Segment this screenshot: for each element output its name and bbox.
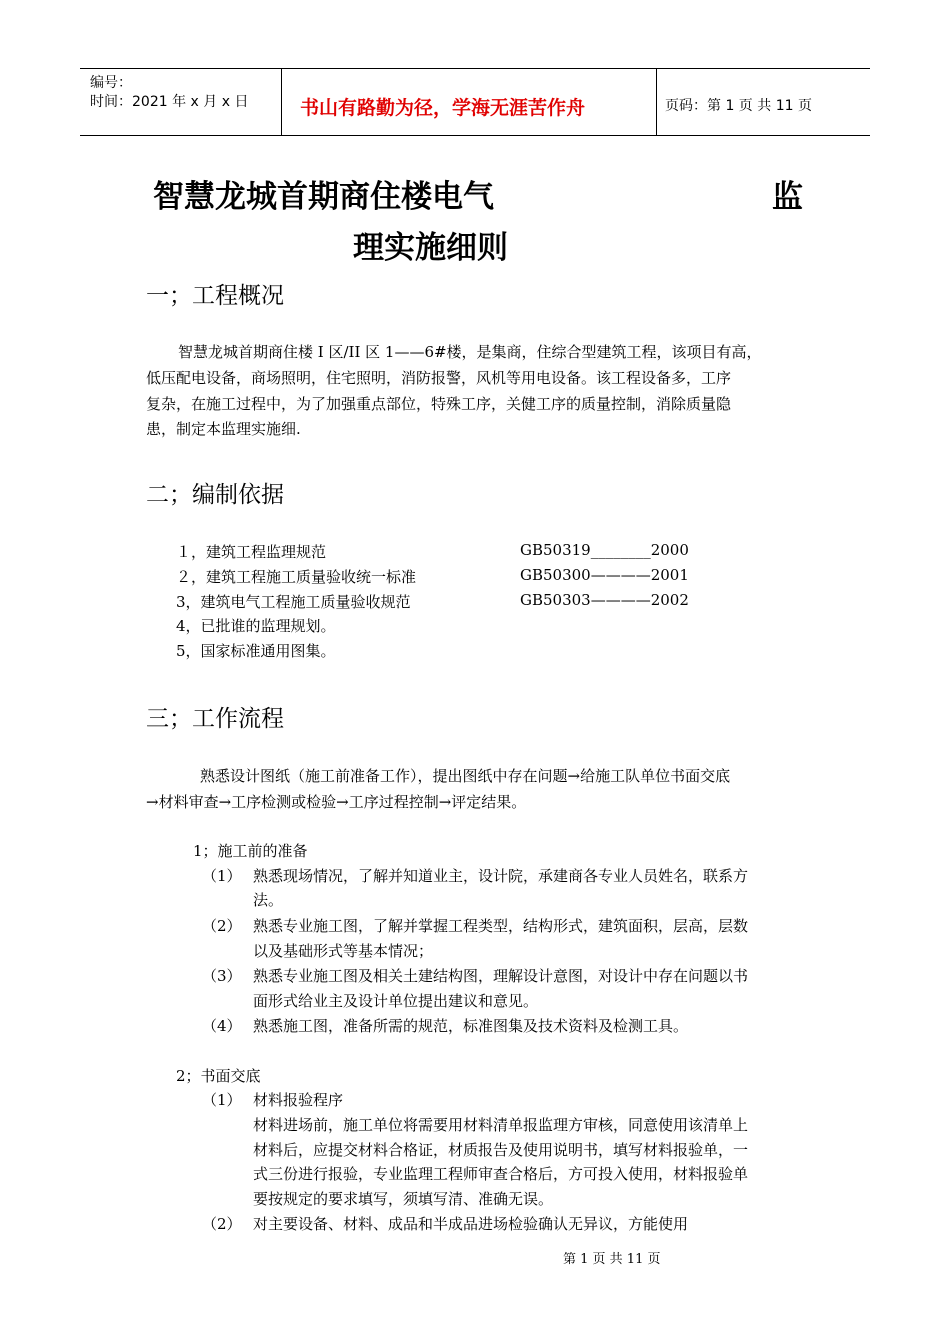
preparation-item-text: 面形式给业主及设计单位提出建议和意见。 bbox=[253, 992, 539, 1010]
briefing-item-text: 式三份进行报验，专业监理工程师审查合格后，方可投入使用，材料报验单 bbox=[253, 1165, 749, 1183]
briefing-item-text: 要按规定的要求填写，须填写清、准确无误。 bbox=[253, 1190, 554, 1208]
overview-text-line: 复杂，在施工过程中，为了加强重点部位，特殊工序，关健工序的质量控制，消除质量隐 bbox=[146, 395, 732, 413]
header-motto: 书山有路勤为径，学海无涯苦作舟 bbox=[300, 97, 586, 119]
preparation-item-text: 以及基础形式等基本情况； bbox=[253, 942, 434, 960]
preparation-item-number: （3） bbox=[202, 967, 242, 985]
overview-text-line: 低压配电设备，商场照明，住宅照明，消防报警，风机等用电设备。该工程设备多，工序 bbox=[146, 369, 732, 387]
briefing-item-number: （2） bbox=[202, 1215, 242, 1233]
briefing-item-number: （1） bbox=[202, 1091, 242, 1109]
basis-item: 3，建筑电气工程施工质量验收规范 bbox=[176, 593, 411, 611]
subsection-heading-preparation: 1；施工前的准备 bbox=[193, 842, 308, 860]
header-time-label: 时间：2021 年 x 月 x 日 bbox=[90, 94, 249, 110]
basis-item: 5，国家标准通用图集。 bbox=[176, 642, 336, 660]
basis-item-code: GB50303————2002 bbox=[520, 591, 689, 609]
subsection-heading-briefing: 2；书面交底 bbox=[176, 1067, 261, 1085]
header-divider-right bbox=[656, 68, 657, 135]
header-top-border bbox=[80, 68, 870, 69]
overview-text-line: 智慧龙城首期商住楼 I 区/II 区 1——6#楼，是集商，住综合型建筑工程，该项目有高， bbox=[178, 343, 762, 361]
header-divider-left bbox=[281, 68, 282, 135]
document-title-line1-end: 监 bbox=[772, 179, 803, 215]
briefing-item-text: 对主要设备、材料、成品和半成品进场检验确认无异议，方能使用 bbox=[253, 1215, 689, 1233]
header-number-label: 编号： bbox=[90, 75, 132, 91]
overview-text-line: 患，制定本监理实施细. bbox=[146, 420, 301, 438]
briefing-item-text: 材料后，应提交材料合格证，材质报告及使用说明书，填写材料报验单，一 bbox=[253, 1141, 749, 1159]
header-bottom-border bbox=[80, 135, 870, 136]
section-heading-workflow: 三；工作流程 bbox=[146, 706, 284, 732]
basis-item: ２，建筑工程施工质量验收统一标准 bbox=[176, 568, 417, 586]
section-heading-overview: 一；工程概况 bbox=[146, 283, 284, 309]
preparation-item-text: 熟悉施工图，准备所需的规范，标准图集及技术资料及检测工具。 bbox=[253, 1017, 689, 1035]
section-heading-basis: 二；编制依据 bbox=[146, 482, 284, 508]
basis-item: １，建筑工程监理规范 bbox=[176, 543, 327, 561]
workflow-text-line: 熟悉设计图纸（施工前准备工作），提出图纸中存在问题→给施工队单位书面交底 bbox=[200, 767, 731, 785]
preparation-item-number: （4） bbox=[202, 1017, 242, 1035]
header-page-info: 页码：第 1 页 共 11 页 bbox=[665, 98, 812, 114]
preparation-item-text: 熟悉现场情况，了解并知道业主，设计院，承建商各专业人员姓名，联系方 bbox=[253, 867, 749, 885]
briefing-item-text: 材料报验程序 bbox=[253, 1091, 344, 1109]
basis-item-code: GB50319________2000 bbox=[520, 541, 689, 559]
page-footer: 第 1 页 共 11 页 bbox=[563, 1252, 661, 1267]
preparation-item-text: 熟悉专业施工图及相关土建结构图，理解设计意图，对设计中存在问题以书 bbox=[253, 967, 749, 985]
preparation-item-text: 法。 bbox=[253, 891, 284, 909]
document-title-line2: 理实施细则 bbox=[353, 230, 508, 266]
document-title-line1: 智慧龙城首期商住楼电气 bbox=[153, 179, 494, 215]
workflow-text-line: →材料审查→工序检测或检验→工序过程控制→评定结果。 bbox=[146, 793, 527, 811]
briefing-item-text: 材料进场前，施工单位将需要用材料清单报监理方审核，同意使用该清单上 bbox=[253, 1116, 749, 1134]
preparation-item-number: （2） bbox=[202, 917, 242, 935]
basis-item: 4，已批谁的监理规划。 bbox=[176, 617, 336, 635]
preparation-item-text: 熟悉专业施工图，了解并掌握工程类型，结构形式，建筑面积，层高，层数 bbox=[253, 917, 749, 935]
preparation-item-number: （1） bbox=[202, 867, 242, 885]
basis-item-code: GB50300————2001 bbox=[520, 566, 689, 584]
